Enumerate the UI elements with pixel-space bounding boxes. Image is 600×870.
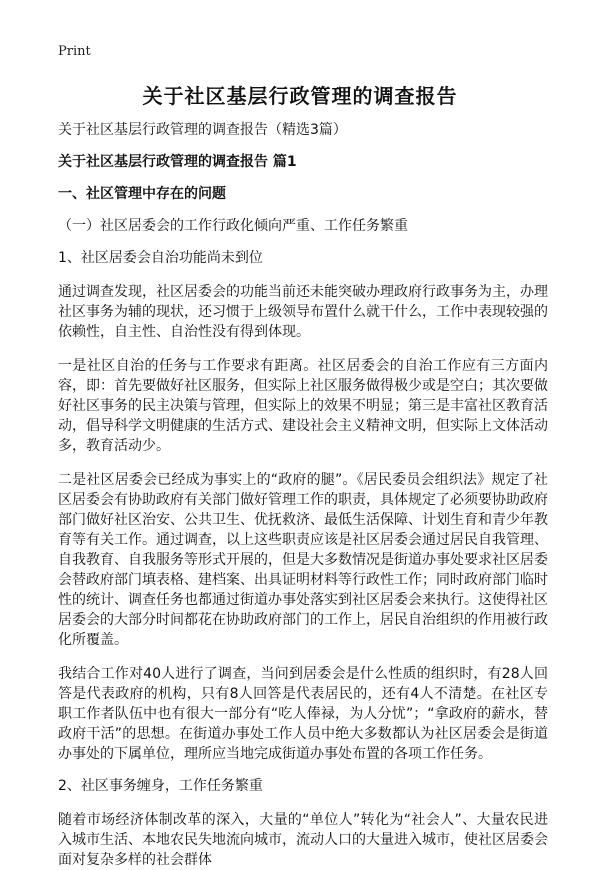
paragraph: 我结合工作对40人进行了调查，当问到居委会是什么性质的组织时，有28人回答是代表政府的机构，只有8人回答是代表居民的，还有4人不清楚。在社区专职工作者队伍中也有很大一部分有“吃人俸禄，为人分忧”；“拿政府的薪水，替政府干活”的思想。在街道办事处工作人员中绝大多数都认为社区居委会是街道办事处的下属单位，理所应当地完成街道办事处布置的各项工作任务。 [58, 666, 548, 762]
heading-level-3: 2、社区事务缠身，工作任务繁重 [58, 778, 263, 794]
paragraph: 二是社区居委会已经成为事实上的“政府的腿”。《居民委员会组织法》规定了社区居委会有协助政府有关部门做好管理工作的职责，具体规定了必须要协助政府部门做好社区治安、公共卫生、优抚救济、最低生活保障、计划生育和青少年教育等有关工作。通过调查，以上这些职责应该是社区居委会通过居民自我管理、自我教育、自我服务等形式开展的，但是大多数情况是街道办事处要求社区居委会替政府部门填表格、建档案、出具证明材料等行政性工作；同时政府部门临时性的统计、调查任务也都通过街道办事处落实到社区居委会来执行。这使得社区居委会的大部分时间都花在协助政府部门的工作上，居民自治组织的作用被行政化所覆盖。 [58, 472, 548, 648]
paragraph: 一是社区自治的任务与工作要求有距离。社区居委会的自治工作应有三方面内容，即：首先要做好社区服务，但实际上社区服务做得极少或是空白；其次要做好社区事务的民主决策与管理，但实际上的效果不明显；第三是丰富社区教育活动，倡导科学文明健康的生活方式、建设社会主义精神文明，但实际上文体活动多，教育活动少。 [58, 358, 548, 454]
document-body [58, 120, 548, 870]
print-link[interactable]: Print [58, 44, 91, 59]
paragraph: 通过调查发现，社区居委会的功能当前还未能突破办理政府行政事务为主，办理社区事务为辅的现状，还习惯于上级领导布置什么就干什么，工作中表现较强的依赖性，自主性、自治性没有得到体现。 [58, 284, 548, 340]
section-heading: 关于社区基层行政管理的调查报告 篇1 [58, 154, 297, 170]
paragraph: 随着市场经济体制改革的深入，大量的“单位人”转化为“社会人”、大量农民进入城市生活、本地农民失地流向城市，流动人口的大量进入城市，使社区居委会面对复杂多样的社会群体 [58, 812, 548, 868]
heading-level-3: 1、社区居委会自治功能尚未到位 [58, 250, 263, 266]
document-title: 关于社区基层行政管理的调查报告 [142, 84, 458, 108]
document-subtitle: 关于社区基层行政管理的调查报告（精选3篇） [58, 122, 347, 138]
heading-level-2: （一）社区居委会的工作行政化倾向严重、工作任务繁重 [58, 218, 408, 234]
heading-level-1: 一、社区管理中存在的问题 [58, 186, 226, 202]
